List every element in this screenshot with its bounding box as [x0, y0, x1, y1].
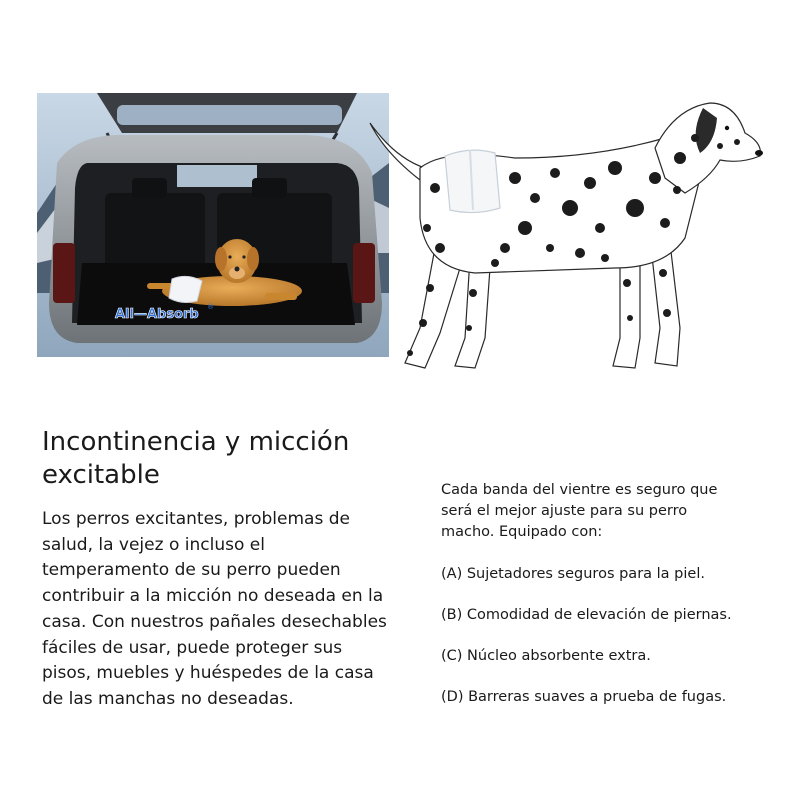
section-heading: Incontinencia y micción excitable — [42, 427, 350, 490]
features-intro: Cada banda del vientre es seguro que será el mejor ajuste para su perro macho. Equipado con: — [441, 482, 718, 540]
description-paragraph: Los perros excitantes, problemas de salud, la vejez o incluso el temperamento de su perro pueden contribuir a la micción no deseada en la casa. Con nuestros pañales desechables fáciles de usar, puede proteger sus pisos, muebles y huéspedes de la casa de las manchas no deseadas. — [42, 509, 387, 709]
brand-logo-text: All—Absorb — [115, 307, 199, 322]
dalmatian-photo — [365, 98, 765, 373]
feature-item: (A) Sujetadores seguros para la piel. — [441, 566, 705, 582]
feature-item: (D) Barreras suaves a prueba de fugas. — [441, 689, 727, 705]
feature-item: (C) Núcleo absorbente extra. — [441, 648, 651, 664]
car-trunk-photo — [37, 93, 389, 357]
svg-text:®: ® — [207, 303, 214, 311]
feature-item: (B) Comodidad de elevación de piernas. — [441, 607, 732, 623]
features-column — [441, 480, 761, 705]
